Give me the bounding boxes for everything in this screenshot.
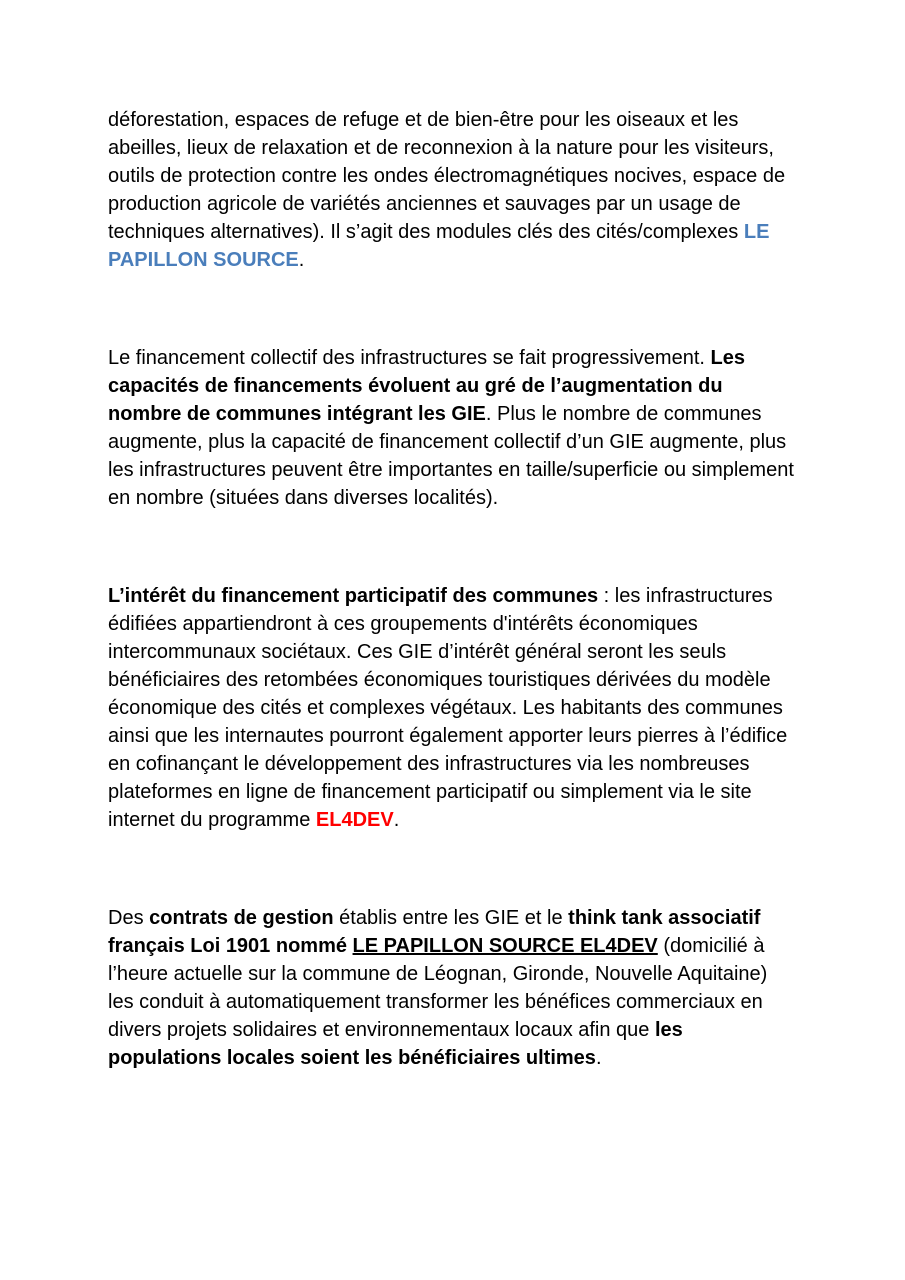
paragraph-2 bbox=[108, 344, 796, 512]
paragraph-1 bbox=[108, 106, 796, 274]
text-run-3-4: . bbox=[393, 809, 400, 831]
text-run-4-2: contrats de gestion bbox=[149, 907, 334, 929]
text-run-3-1: L’intérêt du financement participatif des communes bbox=[108, 585, 599, 607]
link-le-papillon-source[interactable]: LE PAPILLON SOURCE bbox=[108, 221, 770, 271]
document-page bbox=[108, 106, 796, 1142]
text-run-1-3: . bbox=[298, 249, 305, 271]
paragraph-3 bbox=[108, 582, 796, 834]
text-run-4-8: . bbox=[595, 1047, 602, 1069]
text-run-4-6: (domicilié à l’heure actuelle sur la commune de Léognan, Gironde, Nouvelle Aquitaine) les conduit à automatiquement transformer les bénéfices commerciaux en divers projets solidaires et environnementaux locaux afin que bbox=[108, 935, 768, 1041]
text-run-2-3: . Plus le nombre de communes augmente, plus la capacité de financement collectif d’un GIE augmente, plus les infrastructures peuvent être importantes en taille/superficie ou simplement en nombre (situées dans diverses localités). bbox=[108, 403, 794, 509]
text-run-4-3: établis entre les GIE et le bbox=[333, 907, 569, 929]
text-run-3-2: : les infrastructures édifiées appartiendront à ces groupements d'intérêts économiques intercommunaux sociétaux. Ces GIE d’intérêt général seront les seuls bénéficiaires des retombées économiques touristiques dérivées du modèle économique des cités et complexes végétaux. Les habitants des communes ainsi que les internautes pourront également apporter leurs pierres à l’édifice en cofinançant le développement des infrastructures via les nombreuses plateformes en ligne de financement participatif ou simplement via le site internet du programme bbox=[108, 585, 788, 831]
text-run-1-1: déforestation, espaces de refuge et de bien-être pour les oiseaux et les abeilles, lieux de relaxation et de reconnexion à la nature pour les visiteurs, outils de protection contre les ondes électromagnétiques nocives, espace de production agricole de variétés anciennes et sauvages par un usage de techniques alternatives). Il s’agit des modules clés des cités/complexes bbox=[108, 109, 786, 243]
text-run-2-2: Les capacités de financements évoluent au gré de l’augmentation du nombre de communes intégrant les GIE bbox=[108, 347, 745, 425]
underlined-association-name: LE PAPILLON SOURCE EL4DEV bbox=[352, 935, 658, 957]
text-run-4-4: think tank associatif français Loi 1901 nommé bbox=[108, 907, 761, 957]
paragraph-4 bbox=[108, 904, 796, 1072]
link-el4dev[interactable]: EL4DEV bbox=[315, 809, 394, 831]
text-run-2-1: Le financement collectif des infrastructures se fait progressivement. bbox=[108, 347, 711, 369]
text-run-4-7: les populations locales soient les bénéficiaires ultimes bbox=[108, 1019, 683, 1069]
text-run-4-1: Des bbox=[108, 907, 150, 929]
